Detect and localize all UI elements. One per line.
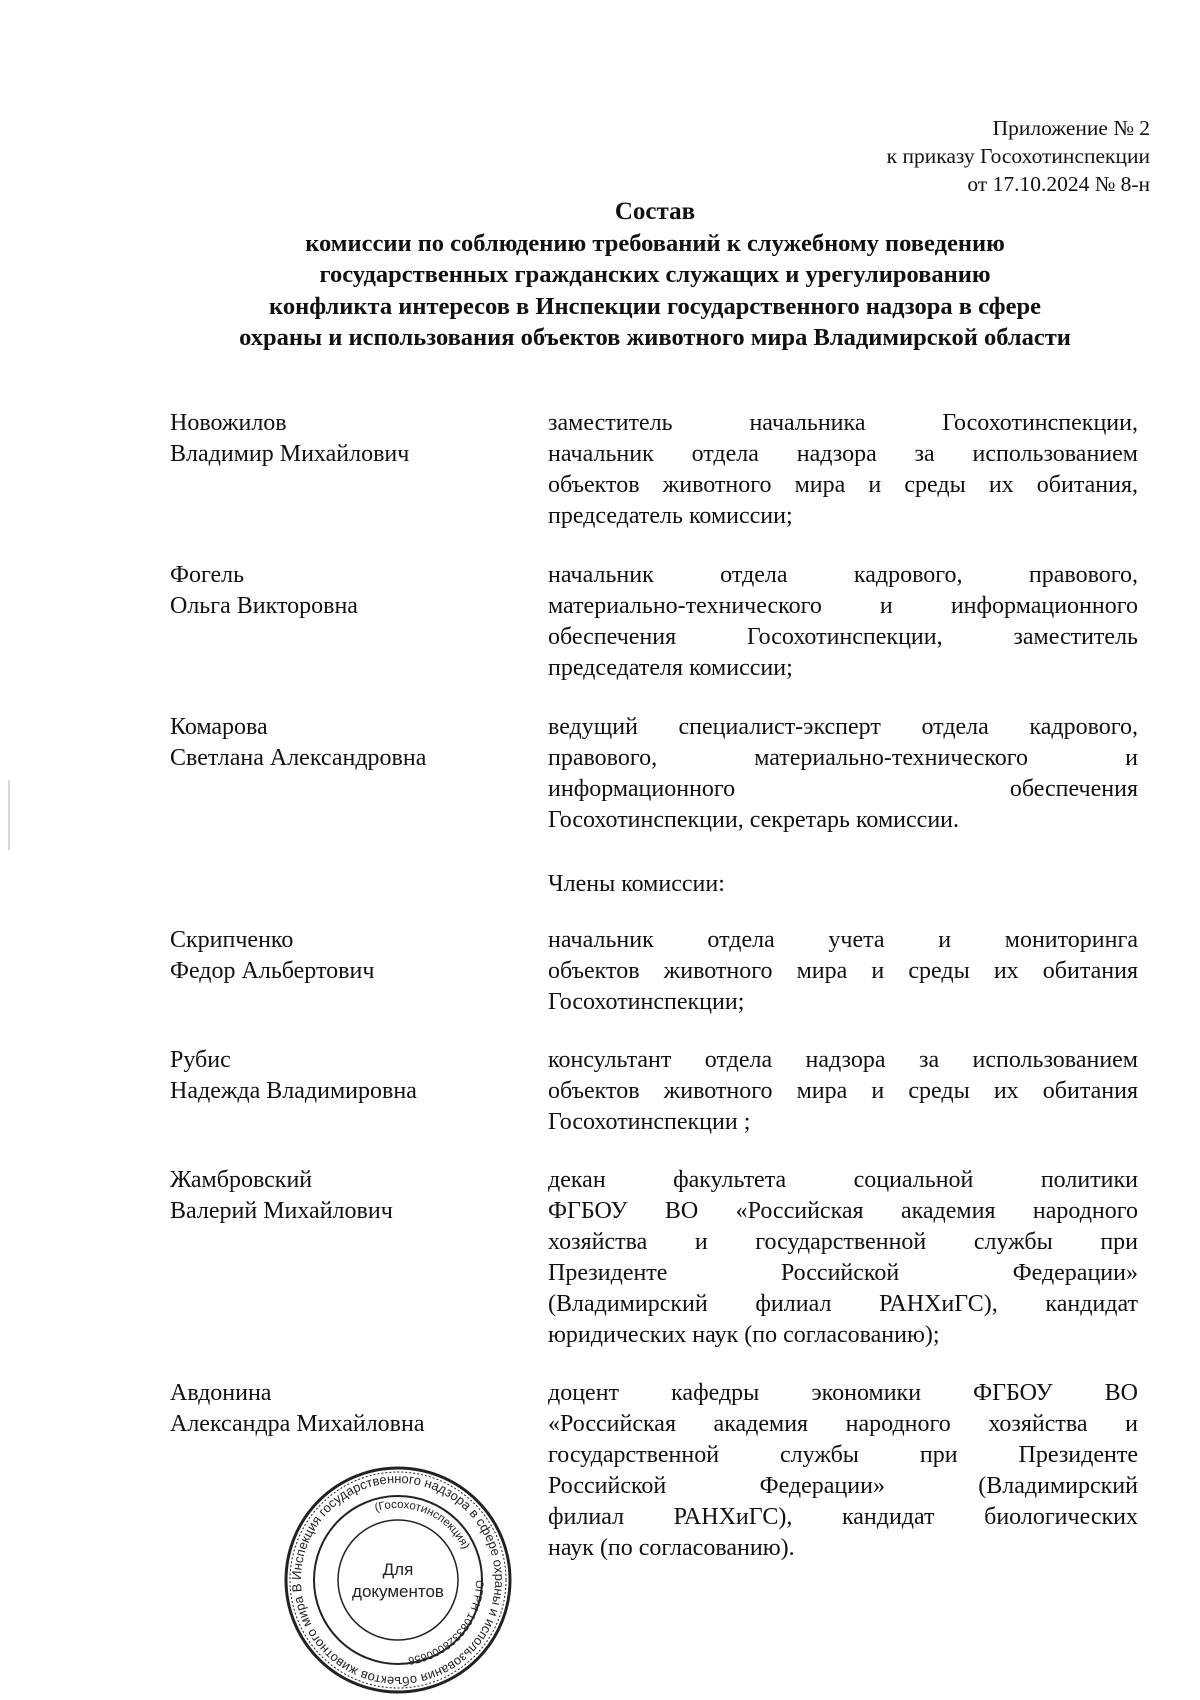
role-line: председатель комиссии;: [548, 503, 793, 529]
title-line-1: комиссии по соблюдению требований к служебному поведению: [305, 229, 1005, 257]
member-name: [170, 1165, 510, 1227]
role-line: объектов животного мира и среды их обитания: [548, 958, 1138, 984]
seal-inner-ring: [338, 1520, 458, 1640]
member-role: [548, 560, 1138, 684]
member-given-name: Федор Альбертович: [170, 958, 375, 984]
seal-center-line-2: документов: [352, 1582, 444, 1601]
member-name: [170, 1045, 510, 1107]
member-surname: Новожилов: [170, 410, 287, 436]
document-title: [150, 196, 1160, 354]
member-given-name: Валерий Михайлович: [170, 1198, 393, 1224]
role-line: Госохотинспекции, секретарь комиссии.: [548, 807, 959, 833]
seal-graphic: [283, 1465, 513, 1695]
role-line: начальник отдела учета и мониторинга: [548, 927, 1138, 953]
role-line: начальник отдела кадрового, правового,: [548, 562, 1138, 588]
member-given-name: Александра Михайловна: [170, 1411, 425, 1437]
member-role: [548, 1045, 1138, 1138]
member-role: [548, 1165, 1138, 1351]
seal-inner-text: (Госохотинспекция): [373, 1498, 472, 1552]
appendix-line-1: Приложение № 2: [992, 116, 1150, 140]
member-surname: Жамбровский: [170, 1167, 313, 1193]
role-line: Госохотинспекции;: [548, 989, 745, 1015]
member-given-name: Светлана Александровна: [170, 745, 427, 771]
member-surname: Фогель: [170, 562, 245, 588]
role-line: начальник отдела надзора за использованием: [548, 441, 1138, 467]
role-line: информационного обеспечения: [548, 776, 1138, 802]
member-name: [170, 560, 510, 622]
member-role: [548, 712, 1138, 836]
role-line: юридических наук (по согласованию);: [548, 1322, 940, 1348]
role-line: «Российская академия народного хозяйства и: [548, 1411, 1138, 1437]
appendix-header: [887, 114, 1150, 198]
role-line: заместитель начальника Госохотинспекции,: [548, 410, 1138, 436]
member-name: [170, 1378, 510, 1440]
seal-outer-text: Инспекция государственного надзора в сфере охраны и использования объектов животного мира В: [288, 1470, 508, 1690]
role-line: объектов животного мира и среды их обитания,: [548, 472, 1138, 498]
member-given-name: Владимир Михайлович: [170, 441, 410, 467]
title-line-3: конфликта интересов в Инспекции государственного надзора в сфере: [269, 292, 1041, 320]
member-surname: Авдонина: [170, 1380, 272, 1406]
role-line: (Владимирский филиал РАНХиГС), кандидат: [548, 1291, 1138, 1317]
role-line: Госохотинспекции ;: [548, 1109, 751, 1135]
title-line-2: государственных гражданских служащих и урегулированию: [319, 261, 991, 288]
appendix-line-3: от 17.10.2024 № 8-н: [967, 172, 1150, 196]
member-surname: Комарова: [170, 714, 268, 740]
member-name: [170, 712, 510, 774]
member-role: [548, 1378, 1138, 1564]
member-surname: Рубис: [170, 1047, 231, 1073]
member-given-name: Надежда Владимировна: [170, 1078, 417, 1104]
member-role: [548, 925, 1138, 1018]
role-line: ФГБОУ ВО «Российская академия народного: [548, 1198, 1138, 1224]
seal-ogrn: ОГРН 1083328000656: [407, 1579, 486, 1667]
role-line: филиал РАНХиГС), кандидат биологических: [548, 1504, 1138, 1530]
appendix-line-2: к приказу Госохотинспекции: [886, 144, 1150, 168]
role-line: доцент кафедры экономики ФГБОУ ВО: [548, 1380, 1138, 1406]
member-name: [170, 408, 510, 470]
role-line: правового, материально-технического и: [548, 745, 1138, 771]
scan-edge-mark: [8, 780, 10, 850]
member-role: [548, 408, 1138, 532]
title-main: Состав: [614, 198, 696, 225]
role-line: декан факультета социальной политики: [548, 1167, 1138, 1193]
role-line: государственной службы при Президенте: [548, 1442, 1138, 1468]
role-line: Российской Федерации» (Владимирский: [548, 1473, 1138, 1499]
role-line: председателя комиссии;: [548, 655, 793, 681]
title-line-4: охраны и использования объектов животного мира Владимирской области: [239, 324, 1071, 351]
role-line: хозяйства и государственной службы при: [548, 1229, 1138, 1255]
seal-center-line-1: Для: [382, 1560, 414, 1579]
role-line: ведущий специалист-эксперт отдела кадрового,: [548, 714, 1138, 740]
role-line: консультант отдела надзора за использованием: [548, 1047, 1138, 1073]
member-given-name: Ольга Викторовна: [170, 593, 358, 619]
members-label: Члены комиссии:: [548, 871, 725, 897]
member-name: [170, 925, 510, 987]
role-line: объектов животного мира и среды их обитания: [548, 1078, 1138, 1104]
role-line: наук (по согласованию).: [548, 1535, 795, 1561]
role-line: обеспечения Госохотинспекции, заместитель: [548, 624, 1138, 650]
member-surname: Скрипченко: [170, 927, 294, 953]
role-line: Президенте Российской Федерации»: [548, 1260, 1138, 1286]
official-seal: [283, 1465, 513, 1695]
role-line: материально-технического и информационного: [548, 593, 1138, 619]
